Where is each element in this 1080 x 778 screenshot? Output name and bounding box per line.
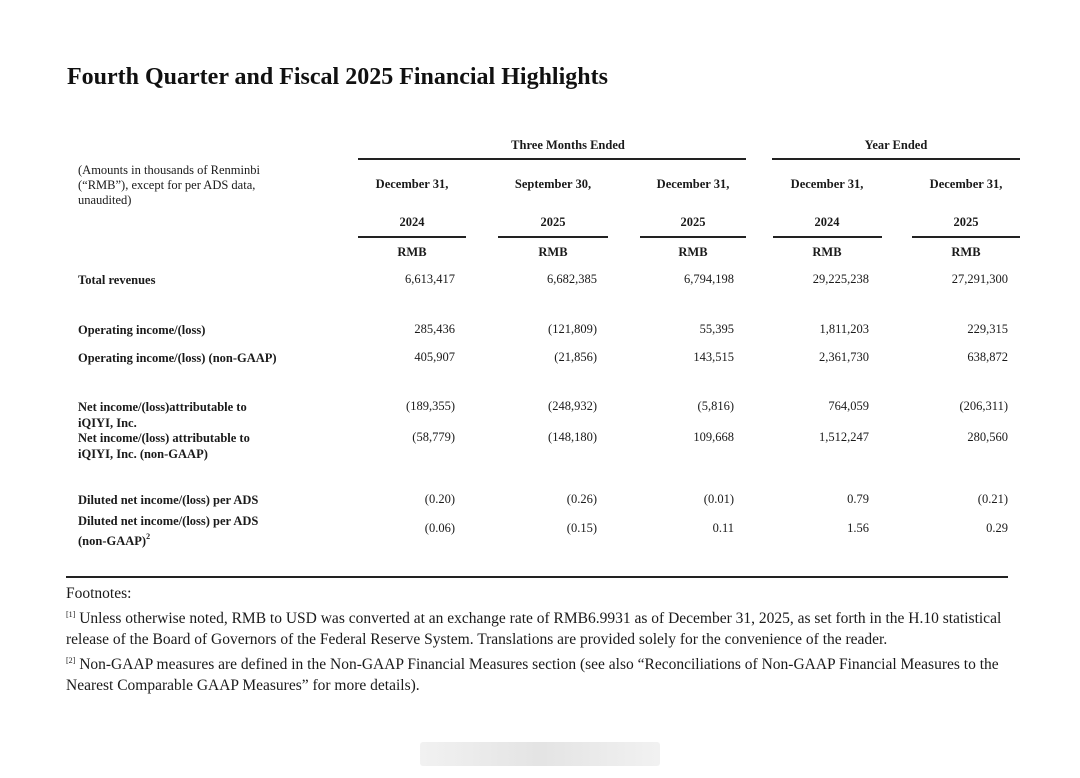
table-cell: (206,311)	[959, 399, 1008, 413]
column-year: 2025	[680, 215, 706, 229]
column-currency: RMB	[678, 245, 708, 259]
footnote-2-text: Non-GAAP measures are defined in the Non-GAAP Financial Measures section (see also “Reconciliations of Non-GAAP Financial Measures to the Nearest Comparable GAAP Measures” for more details).	[66, 656, 999, 694]
table-cell: 1.56	[847, 521, 869, 535]
amounts-note: (Amounts in thousands of Renminbi (“RMB”), except for per ADS data, unaudited)	[78, 163, 260, 207]
table-cell: (0.26)	[566, 492, 597, 506]
row-label	[78, 430, 278, 462]
row-label	[78, 492, 328, 508]
table-cell: 285,436	[414, 322, 455, 336]
table-cell: 405,907	[414, 350, 455, 364]
footnote-1	[66, 604, 1026, 650]
row-label-text: Diluted net income/(loss) per ADS (non-GAAP)	[78, 514, 259, 548]
divider	[66, 576, 1008, 578]
table-cell: 0.79	[847, 492, 869, 506]
column-currency: RMB	[397, 245, 427, 259]
year-ended-header: Year Ended	[864, 138, 928, 152]
row-label-text: Total revenues	[78, 273, 156, 287]
table-cell: (0.15)	[566, 521, 597, 535]
table-cell: 27,291,300	[951, 272, 1008, 286]
table-cell: 1,811,203	[819, 322, 869, 336]
column-year: 2024	[814, 215, 840, 229]
table-cell: (248,932)	[548, 399, 597, 413]
footnote-2-mark: [2]	[66, 656, 76, 665]
divider	[358, 158, 746, 160]
table-cell: (0.20)	[424, 492, 455, 506]
footnotes-heading: Footnotes:	[66, 585, 132, 602]
footnote-1-mark: [1]	[66, 610, 76, 619]
table-cell: (58,779)	[412, 430, 455, 444]
column-currency: RMB	[538, 245, 568, 259]
table-cell: 280,560	[967, 430, 1008, 444]
table-cell: (0.01)	[703, 492, 734, 506]
table-cell: (148,180)	[548, 430, 597, 444]
divider	[912, 236, 1020, 238]
table-cell: 6,794,198	[684, 272, 734, 286]
table-cell: 6,682,385	[547, 272, 597, 286]
divider	[358, 236, 466, 238]
column-date: December 31,	[656, 177, 730, 191]
divider	[498, 236, 608, 238]
table-cell: 1,512,247	[819, 430, 869, 444]
divider	[772, 158, 1020, 160]
table-cell: (0.06)	[424, 521, 455, 535]
table-cell: (0.21)	[977, 492, 1008, 506]
footnote-1-text: Unless otherwise noted, RMB to USD was converted at an exchange rate of RMB6.9931 as of December 31, 2025, as set forth in the H.10 statistical release of the Board of Governors of the Federal Reserve System. Translations are provided solely for the convenience of the reader.	[66, 610, 1002, 648]
watermark	[420, 742, 660, 766]
table-cell: 0.29	[986, 521, 1008, 535]
row-label-text: Operating income/(loss)	[78, 323, 206, 337]
three-months-header: Three Months Ended	[511, 138, 625, 152]
column-currency: RMB	[951, 245, 981, 259]
table-cell: (121,809)	[548, 322, 597, 336]
column-date: December 31,	[375, 177, 449, 191]
table-cell: 29,225,238	[812, 272, 869, 286]
divider	[640, 236, 746, 238]
column-currency: RMB	[812, 245, 842, 259]
row-label-text: Diluted net income/(loss) per ADS	[78, 493, 259, 507]
table-cell: 229,315	[967, 322, 1008, 336]
table-cell: 6,613,417	[405, 272, 455, 286]
table-cell: 143,515	[693, 350, 734, 364]
table-cell: (189,355)	[406, 399, 455, 413]
table-cell: 0.11	[712, 521, 734, 535]
table-cell: 2,361,730	[819, 350, 869, 364]
column-year: 2024	[399, 215, 425, 229]
column-date: September 30,	[514, 177, 592, 191]
row-label-text: Operating income/(loss) (non-GAAP)	[78, 351, 277, 365]
column-year: 2025	[540, 215, 566, 229]
table-cell: 764,059	[828, 399, 869, 413]
column-year: 2025	[953, 215, 979, 229]
footnote-ref: 2	[146, 532, 151, 541]
table-cell: (21,856)	[554, 350, 597, 364]
table-cell: 109,668	[693, 430, 734, 444]
divider	[773, 236, 882, 238]
row-label	[78, 513, 278, 549]
row-label-text: Net income/(loss)attributable to iQIYI, Inc.	[78, 400, 247, 430]
table-cell: 55,395	[699, 322, 734, 336]
table-cell: (5,816)	[697, 399, 734, 413]
row-label	[78, 272, 328, 288]
column-date: December 31,	[790, 177, 864, 191]
column-date: December 31,	[929, 177, 1003, 191]
row-label	[78, 399, 278, 431]
footnote-2	[66, 650, 1026, 696]
row-label	[78, 350, 328, 366]
page-title: Fourth Quarter and Fiscal 2025 Financial Highlights	[67, 64, 608, 90]
footnotes	[66, 583, 1026, 696]
row-label	[78, 322, 328, 338]
row-label-text: Net income/(loss) attributable to iQIYI, Inc. (non-GAAP)	[78, 431, 250, 461]
table-cell: 638,872	[967, 350, 1008, 364]
